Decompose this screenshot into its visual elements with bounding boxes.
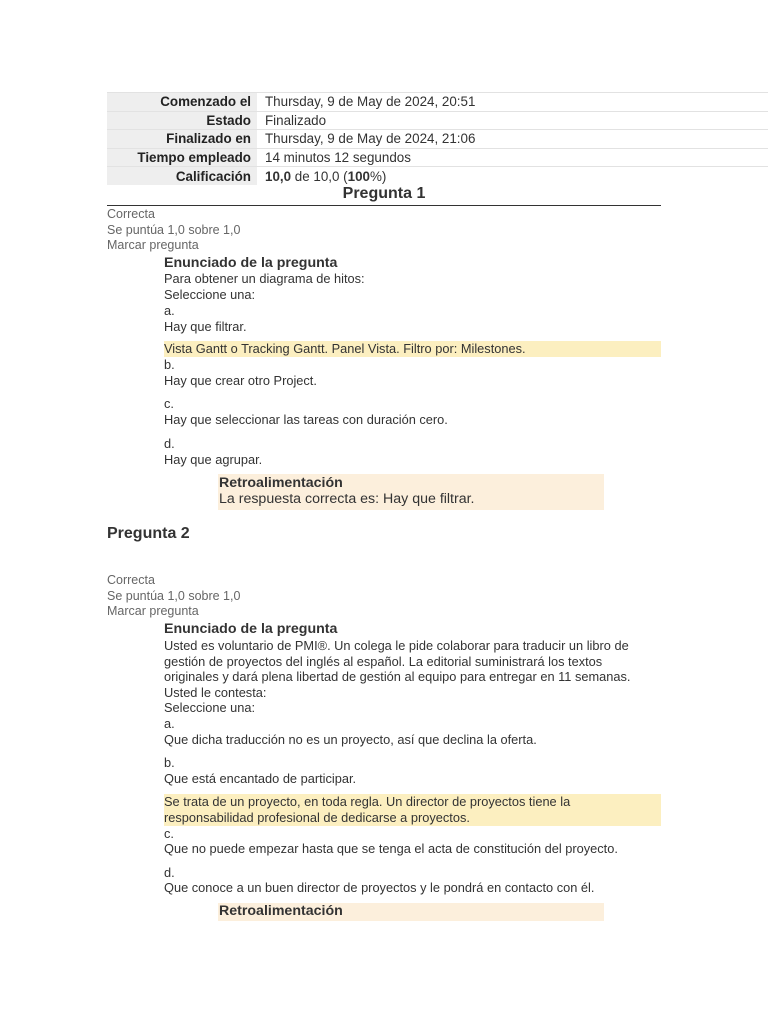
- question-2-text-line: originales y dará plena libertad de gestión al equipo para entregar en 11 semanas.: [164, 669, 631, 684]
- grade-of: de 10,0 (: [291, 168, 348, 184]
- option-text[interactable]: Hay que seleccionar las tareas con duración cero.: [164, 412, 448, 427]
- question-2-heading: Enunciado de la pregunta: [164, 621, 338, 637]
- option-text[interactable]: Que está encantado de participar.: [164, 771, 357, 786]
- question-2-status: Correcta: [107, 573, 155, 587]
- option-text[interactable]: Que dicha traducción no es un proyecto, así que declina la oferta.: [164, 732, 537, 747]
- summary-value: Thursday, 9 de May de 2024, 20:51: [257, 93, 768, 112]
- question-1-status: Correcta: [107, 207, 155, 221]
- option-letter[interactable]: c.: [164, 826, 174, 841]
- summary-label: Tiempo empleado: [107, 148, 257, 167]
- option-letter[interactable]: a.: [164, 303, 175, 318]
- question-2-text-line: Usted es voluntario de PMI®. Un colega le pide colaborar para traducir un libro de: [164, 638, 629, 653]
- summary-row-time-taken: [107, 148, 768, 167]
- option-letter[interactable]: d.: [164, 436, 175, 451]
- option-text[interactable]: Que no puede empezar hasta que se tenga el acta de constitución del proyecto.: [164, 841, 618, 856]
- question-1-flag-link[interactable]: Marcar pregunta: [107, 238, 199, 252]
- question-1-select-label: Seleccione una:: [164, 287, 256, 302]
- summary-row-state: [107, 111, 768, 130]
- grade-score: 10,0: [265, 168, 292, 184]
- option-letter[interactable]: b.: [164, 357, 175, 372]
- summary-label: Comenzado el: [107, 93, 257, 112]
- summary-row-grade: [107, 167, 768, 186]
- summary-row-finished: [107, 130, 768, 149]
- question-2-score: Se puntúa 1,0 sobre 1,0: [107, 589, 241, 603]
- grade-value: [257, 167, 768, 186]
- answer-highlight-line: Se trata de un proyecto, en toda regla. Un director de proyectos tiene la: [164, 794, 571, 809]
- question-1-feedback: [218, 474, 604, 510]
- summary-row-started: [107, 93, 768, 112]
- grade-percent: 100: [347, 168, 370, 184]
- feedback-title: Retroalimentación: [219, 475, 343, 491]
- option-text[interactable]: Que conoce a un buen director de proyectos y le pondrá en contacto con él.: [164, 880, 595, 895]
- question-2-feedback: [218, 903, 604, 921]
- summary-label: Calificación: [107, 167, 257, 186]
- summary-value: 14 minutos 12 segundos: [257, 148, 768, 167]
- summary-value: Thursday, 9 de May de 2024, 21:06: [257, 130, 768, 149]
- question-1-text: Para obtener un diagrama de hitos:: [164, 271, 365, 286]
- summary-label: Finalizado en: [107, 130, 257, 149]
- answer-highlight: [164, 794, 661, 826]
- option-text[interactable]: Hay que crear otro Project.: [164, 373, 317, 388]
- option-letter[interactable]: c.: [164, 396, 174, 411]
- attempt-summary-table: [107, 92, 768, 185]
- option-text[interactable]: Hay que filtrar.: [164, 319, 247, 334]
- question-2-select-label: Seleccione una:: [164, 700, 256, 715]
- question-1-score: Se puntúa 1,0 sobre 1,0: [107, 223, 241, 237]
- answer-highlight-line: responsabilidad profesional de dedicarse a proyectos.: [164, 809, 470, 825]
- summary-label: Estado: [107, 111, 257, 130]
- option-text[interactable]: Hay que agrupar.: [164, 452, 263, 467]
- option-letter[interactable]: b.: [164, 755, 175, 770]
- feedback-text: La respuesta correcta es: Hay que filtrar.: [219, 491, 475, 507]
- question-2-title: Pregunta 2: [107, 525, 190, 542]
- question-2-text-line: gestión de proyectos del inglés al español. La editorial suministrará los textos: [164, 654, 603, 669]
- question-2-flag-link[interactable]: Marcar pregunta: [107, 604, 199, 618]
- option-letter[interactable]: d.: [164, 865, 175, 880]
- option-letter[interactable]: a.: [164, 716, 175, 731]
- grade-end: %): [369, 168, 387, 184]
- question-1-title: Pregunta 1: [107, 185, 661, 206]
- question-1-heading: Enunciado de la pregunta: [164, 255, 338, 271]
- summary-value: Finalizado: [257, 111, 768, 130]
- question-2-text-line: Usted le contesta:: [164, 685, 267, 700]
- feedback-title: Retroalimentación: [219, 903, 343, 919]
- answer-highlight: Vista Gantt o Tracking Gantt. Panel Vista. Filtro por: Milestones.: [164, 341, 661, 357]
